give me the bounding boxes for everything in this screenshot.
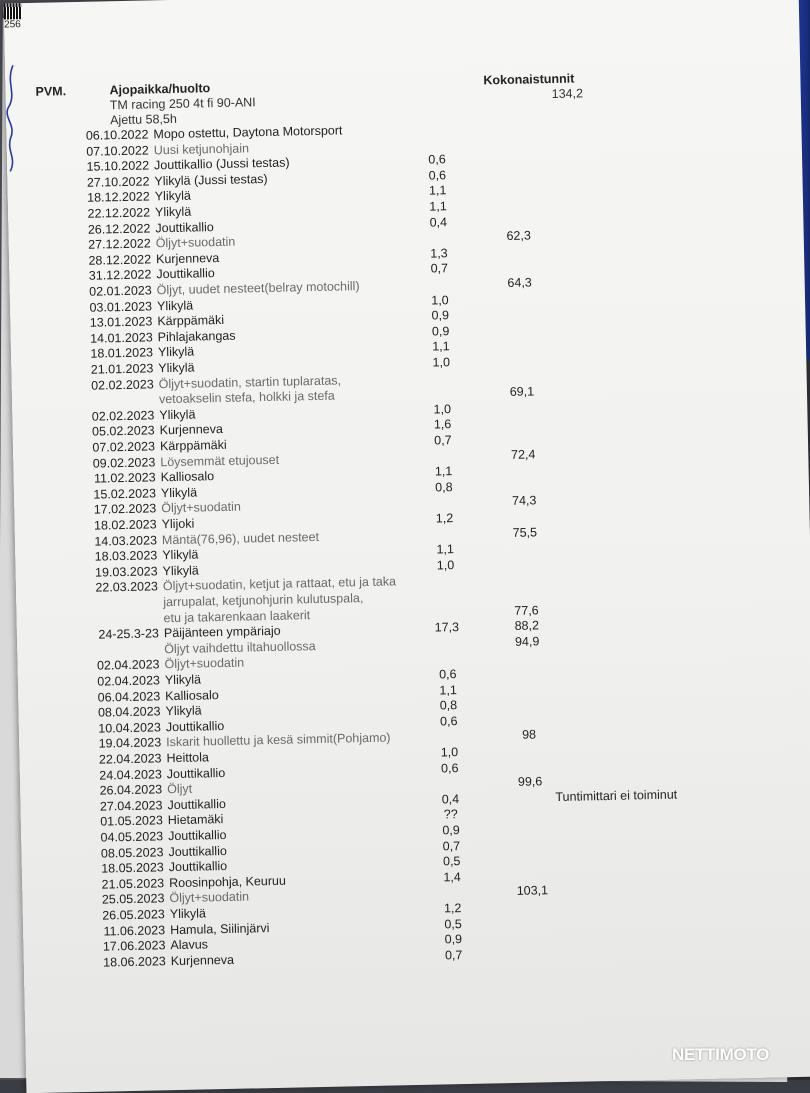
entry-date: 02.02.2023 [90,376,154,393]
entry-hours: 1,0 [436,557,455,573]
entry-description: Öljyt+suodatin [161,499,241,516]
entry-date: 18.06.2023 [103,954,166,970]
entry-total-hours: 98 [522,727,537,743]
entry-description: Ylikylä [169,906,207,922]
entry-total-hours: 94,9 [514,634,540,649]
entry-description: Ylikylä [159,407,196,423]
entry-hours: 1,6 [433,417,452,432]
entry-date: 22.04.2023 [98,751,162,767]
entry-description: Jouttikallio [168,827,227,844]
entry-description: Heittola [166,750,210,766]
entry-description: Öljyt+suodatin [169,889,250,906]
entry-hours: 0,4 [429,214,448,230]
entry-description: Öljyt+suodatin [155,234,236,251]
entry-hours: 1,0 [433,401,452,417]
entry-date: 04.05.2023 [100,829,164,845]
entry-date: 26.05.2023 [102,907,165,923]
entry-hours: 1,1 [434,464,453,479]
entry-date: 10.04.2023 [98,720,162,736]
entry-description: etu ja takarenkaan laakerit [163,607,311,625]
entry-total-hours: 75,5 [512,524,538,540]
entry-total-hours: 74,3 [511,493,537,509]
entry-hours: 0,9 [444,932,463,947]
entry-date: 14.01.2023 [90,330,153,346]
entry-hours: 0,6 [439,713,458,729]
entry-hours: 1,1 [428,183,447,198]
entry-description: Jouttikallio [156,266,215,282]
entry-description: Jouttikallio [155,219,214,235]
entry-hours: 17,3 [434,620,460,635]
entry-description: Kalliosalo [165,687,219,703]
entry-date: 27.04.2023 [99,798,163,814]
total-column-header: Kokonaistunnit [483,71,575,88]
entry-total-hours: 99,6 [517,774,543,790]
entry-description: Ylikylä [165,703,202,719]
entry-description: Öljyt+suodatin, startin tuplaratas, [158,373,342,391]
entry-date: 17.06.2023 [102,938,166,954]
entry-date: 22.03.2023 [95,579,159,596]
entry-description: Jouttikallio [168,859,228,875]
entry-description: Kurjenneva [155,250,220,267]
entry-date: 01.05.2023 [100,813,163,829]
entry-date: 02.02.2023 [91,408,155,424]
entry-hours: 0,9 [431,323,450,339]
entry-hours: 1,3 [430,245,448,261]
entry-date: 19.04.2023 [98,735,162,752]
entry-date: 07.02.2023 [92,439,156,455]
entry-date: 14.03.2023 [94,532,158,549]
entry-date: 02.01.2023 [89,283,152,299]
entry-date: 17.02.2023 [93,501,157,518]
entry-description: Ylikylä [160,485,198,501]
entry-date: 26.12.2022 [87,221,151,237]
entry-description: Öljyt+suodatin, ketjut ja rattaat, etu ja taka [162,574,397,594]
entry-description: Öljyt, uudet nesteet(belray motochill) [156,279,360,298]
entry-date: 18.02.2023 [93,517,157,533]
entry-hours: 0,5 [442,854,461,869]
entry-hours: 1,0 [431,292,449,308]
entry-description: Kurjenneva [159,422,224,438]
entry-description: Ylikylä [157,344,195,360]
entry-description: Öljyt [167,781,193,797]
entry-hours: 1,0 [440,745,459,760]
logbook-page [4,0,810,1093]
entry-date: 21.01.2023 [90,361,154,377]
entry-hours: 1,1 [439,682,457,698]
entry-date: 18.05.2023 [101,860,164,876]
entry-description: Ylikylä [154,204,192,220]
entry-description: Ylikylä [154,188,192,204]
entry-total-hours: 88,2 [514,618,540,634]
entry-description: Ylikylä [156,298,194,313]
place-column-header: Ajopaikka/huolto [109,81,211,98]
entry-description: Jouttikallio (Jussi testas) [153,155,290,173]
entry-date: 03.01.2023 [89,298,153,315]
entry-date: 06.10.2022 [85,127,149,143]
entry-date: 24-25.3-23 [98,626,160,642]
entry-hours: 0,6 [428,152,446,167]
entry-date: 19.03.2023 [94,564,158,580]
entry-note: Tuntimittari ei toiminut [555,787,678,804]
pen-scribble-icon [3,63,21,173]
entry-description: Alavus [170,937,209,953]
entry-hours: 0,6 [438,667,457,682]
entry-description: Hamula, Siilinjärvi [169,920,270,937]
entry-description: Ylikylä [158,360,195,376]
entry-description: Päijänteen ympäriajo [163,623,281,641]
entry-date: 31.12.2022 [88,267,152,284]
entry-date: 02.04.2023 [96,657,160,674]
entry-hours: 0,8 [435,479,453,495]
entry-date: 11.06.2023 [103,922,166,939]
entry-hours: 0,9 [431,308,450,323]
entry-description: Jouttikallio [167,796,227,812]
entry-description: Hietamäki [167,812,224,828]
entry-hours: 0,7 [430,261,449,276]
entry-date: 05.02.2023 [91,423,155,440]
start-total-hours: 134,2 [551,86,584,101]
entry-hours: 1,2 [435,511,454,526]
entry-date: 25.05.2023 [101,891,165,907]
entry-description: Iskarit huollettu ja kesä simmit(Pohjamo) [166,730,391,750]
barcode-number: 256 [4,19,21,31]
entry-date: 08.04.2023 [97,704,161,720]
date-column-header: PVM. [35,84,67,99]
entry-total-hours: 64,3 [507,275,532,290]
entry-description: Kärppämäki [159,437,227,454]
entry-hours: 1,1 [432,339,450,354]
entry-total-hours: 77,6 [514,602,539,618]
entry-date: 18.03.2023 [94,548,158,564]
barcode-icon [4,3,22,19]
entry-date: 06.04.2023 [97,688,161,705]
entry-hours: 0,8 [439,698,458,713]
entry-total-hours: 72,4 [510,447,536,462]
entry-date: 11.02.2023 [93,470,156,486]
entry-date: 07.10.2022 [86,143,149,159]
entry-description: Ylikylä (Jussi testas) [154,171,268,189]
entry-description: Kalliosalo [160,469,215,485]
entry-description: Kärppämäki [157,313,225,329]
entry-date: 28.12.2022 [88,252,152,268]
entry-date: 27.12.2022 [88,236,151,252]
entry-hours: 0,7 [442,838,461,854]
entry-description: Jouttikallio [165,718,225,735]
entry-description: Uusi ketjunohjain [153,140,250,157]
entry-hours: 1,2 [443,901,462,916]
entry-hours: 1,1 [429,199,447,214]
entry-date: 27.10.2022 [86,174,150,190]
entry-date: 09.02.2023 [92,454,156,471]
entry-description: vetoakselin stefa, holkki ja stefa [158,388,335,407]
entry-date: 22.12.2022 [87,205,151,221]
entry-description: Ylijoki [161,516,195,532]
entry-hours: 0,9 [442,823,460,838]
entry-date: 13.01.2023 [89,314,153,330]
entry-date: 18.12.2022 [87,189,150,206]
entry-hours: 0,4 [441,791,460,807]
entry-description: Öljyt vaihdettu iltahuollossa [164,638,316,657]
entry-description: Mopo ostettu, Daytona Motorsport [153,123,343,142]
entry-hours: 1,4 [443,869,461,885]
entry-hours: ?? [443,807,458,822]
entry-total-hours: 62,3 [506,228,531,244]
entry-hours: 0,6 [428,168,447,183]
entry-description: Öljyt+suodatin [164,655,245,672]
entry-description: Jouttikallio [168,843,227,859]
bike-model: TM racing 250 4t fi 90-ANI [109,95,256,113]
entry-total-hours: 103,1 [516,883,549,899]
entry-hours: 0,5 [444,916,462,932]
entry-description: Kurjenneva [170,952,235,968]
entry-description: Ylikylä [162,547,199,563]
entry-hours: 1,0 [432,355,451,370]
entry-description: Löysemmät etujouset [160,452,280,469]
entry-total-hours: 69,1 [509,384,535,400]
entry-description: jarrupalat, ketjunohjurin kulutuspala, [163,591,364,610]
nettimoto-logo: NETTIMOTO [672,1045,770,1064]
entry-description: Ylikylä [162,563,199,579]
entry-description: Pihlajakangas [157,328,236,345]
entry-date: 15.10.2022 [86,158,150,174]
entry-date: 26.04.2023 [99,782,163,798]
entry-date: 21.05.2023 [101,876,165,892]
entry-date: 08.05.2023 [100,844,164,861]
entry-date: 15.02.2023 [93,486,157,502]
entry-date: 02.04.2023 [97,673,161,689]
entry-hours: 0,7 [444,947,463,963]
entry-hours: 0,6 [440,760,459,776]
driven-hours: Ajettu 58,5h [109,111,177,128]
entry-description: Jouttikallio [166,765,226,781]
entry-description: Ylikylä [164,672,202,688]
entry-description: Mäntä(76,96), uudet nesteet [161,529,320,547]
entry-date: 24.04.2023 [99,766,162,783]
entry-date: 18.01.2023 [90,345,154,362]
entry-hours: 1,1 [436,542,455,557]
entry-hours: 0,7 [434,433,452,448]
entry-description: Roosinpohja, Keuruu [168,873,287,890]
